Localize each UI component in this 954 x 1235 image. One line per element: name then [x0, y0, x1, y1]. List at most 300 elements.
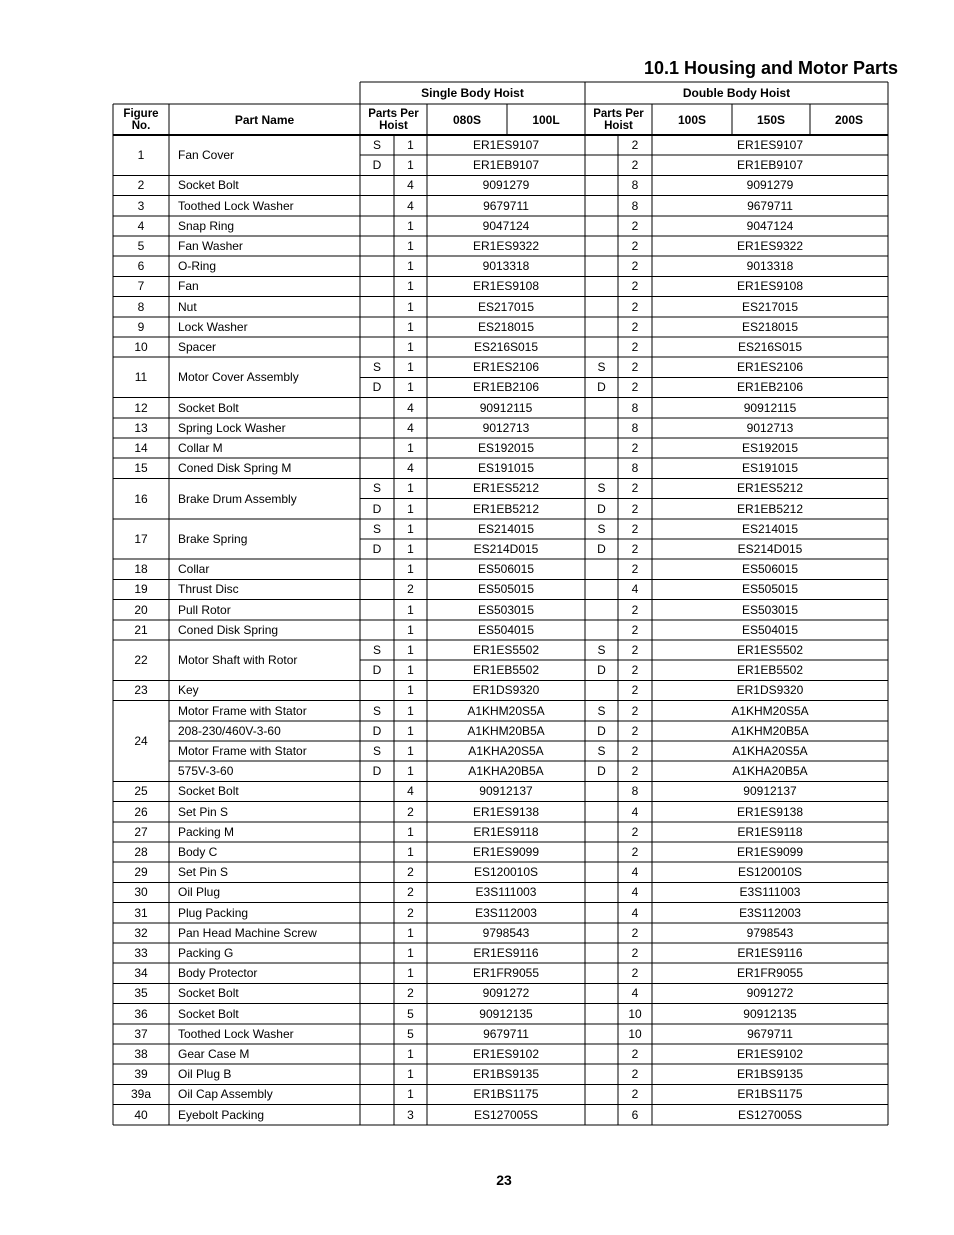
double-type: D: [597, 542, 606, 557]
double-type: [585, 135, 618, 155]
double-type: [585, 923, 618, 943]
double-qty: 2: [631, 501, 639, 516]
double-qty: 2: [631, 663, 639, 678]
single-part-number: ER1BS1175: [473, 1087, 539, 1102]
part-name: Oil Plug B: [178, 1067, 232, 1082]
part-name: Body C: [178, 845, 218, 860]
single-type: [360, 579, 394, 599]
double-qty: 2: [631, 138, 639, 153]
double-part-number: 9013318: [746, 259, 794, 274]
double-type: [585, 317, 618, 337]
single-part-number: ES192015: [477, 441, 535, 456]
part-name: O-Ring: [178, 259, 217, 274]
single-type: [360, 963, 394, 983]
double-type: [585, 155, 618, 175]
part-name: Fan Cover: [178, 148, 235, 163]
double-qty: 2: [631, 239, 639, 254]
part-name: Packing M: [178, 824, 235, 839]
double-qty: 2: [631, 360, 639, 375]
single-qty: 1: [407, 138, 414, 153]
single-part-number: A1KHM20B5A: [467, 723, 545, 738]
double-type: [585, 781, 618, 801]
single-qty: 1: [407, 845, 414, 860]
double-type: [585, 983, 618, 1003]
single-part-number: ER1ES9107: [472, 138, 540, 153]
double-part-number: ES505015: [741, 582, 799, 597]
single-type: [360, 1105, 394, 1125]
single-type: [360, 216, 394, 236]
part-name: Nut: [178, 299, 197, 314]
page-number: 23: [496, 1172, 512, 1188]
double-qty: 2: [631, 622, 639, 637]
part-name: Snap Ring: [178, 218, 235, 233]
double-qty: 2: [631, 542, 639, 557]
figure-number: 38: [134, 1047, 148, 1062]
single-type: [360, 822, 394, 842]
single-part-number: 90912115: [479, 400, 533, 415]
double-part-number: ER1ES9108: [736, 279, 804, 294]
part-name: 575V-3-60: [178, 764, 234, 779]
figure-number: 26: [134, 804, 148, 819]
double-part-number: A1KHM20B5A: [731, 723, 809, 738]
single-part-number: ES504015: [477, 622, 535, 637]
figure-number: 15: [134, 461, 148, 476]
double-qty: 2: [631, 158, 639, 173]
double-qty: 10: [628, 1006, 642, 1021]
double-part-number: A1KHA20S5A: [732, 744, 808, 759]
double-qty: 4: [631, 885, 639, 900]
double-part-number: A1KHA20B5A: [732, 764, 808, 779]
single-type: [360, 802, 394, 822]
single-qty: 1: [407, 501, 414, 516]
figure-number: 3: [137, 198, 145, 213]
figure-number: 27: [134, 824, 148, 839]
single-part-number: ES191015: [477, 461, 535, 476]
single-qty: 1: [407, 521, 414, 536]
single-qty: 4: [407, 420, 414, 435]
double-qty: 2: [631, 1087, 639, 1102]
single-type: [360, 175, 394, 195]
double-qty: 2: [631, 441, 639, 456]
double-part-number: ES191015: [741, 461, 799, 476]
single-part-number: ER1ES9099: [472, 845, 540, 860]
single-qty: 1: [407, 360, 414, 375]
single-qty: 1: [407, 158, 414, 173]
part-name: Brake Drum Assembly: [178, 491, 297, 506]
part-name: Oil Cap Assembly: [178, 1087, 273, 1102]
single-qty: 1: [407, 239, 414, 254]
single-part-number: ES505015: [477, 582, 535, 597]
single-type: [360, 398, 394, 418]
single-qty: 1: [407, 1067, 414, 1082]
double-type: [585, 337, 618, 357]
header-080s: 080S: [452, 112, 482, 127]
single-type: [360, 842, 394, 862]
double-part-number: ES217015: [741, 299, 799, 314]
double-qty: 2: [631, 1047, 639, 1062]
double-part-number: ER1EB9107: [736, 158, 804, 173]
part-name: Oil Plug: [178, 885, 221, 900]
figure-number: 31: [134, 905, 148, 920]
double-part-number: ER1ES5502: [736, 643, 804, 658]
single-qty: 2: [407, 905, 414, 920]
figure-number: 13: [134, 420, 148, 435]
figure-number: 18: [134, 562, 148, 577]
single-type: [360, 983, 394, 1003]
double-qty: 4: [631, 804, 639, 819]
double-qty: 2: [631, 602, 639, 617]
single-qty: 1: [407, 259, 414, 274]
figure-number: 19: [134, 582, 148, 597]
part-name: Motor Frame with Stator: [178, 703, 307, 718]
single-type: [360, 943, 394, 963]
double-type: D: [597, 663, 606, 678]
figure-number: 12: [134, 400, 148, 415]
double-part-number: 9091279: [746, 178, 794, 193]
double-part-number: E3S112003: [739, 905, 801, 920]
single-type: [360, 438, 394, 458]
double-type: D: [597, 501, 606, 516]
header-100l: 100L: [532, 112, 560, 127]
double-qty: 2: [631, 643, 639, 658]
double-part-number: ER1ES9322: [736, 239, 804, 254]
double-part-number: 9679711: [747, 198, 793, 213]
double-type: [585, 842, 618, 862]
single-part-number: ER1EB2106: [472, 380, 540, 395]
single-part-number: ER1ES9116: [473, 946, 539, 961]
double-qty: 2: [631, 1067, 639, 1082]
figure-number: 5: [137, 239, 145, 254]
double-qty: 2: [631, 259, 639, 274]
single-type: [360, 1044, 394, 1064]
part-name: Spring Lock Washer: [178, 420, 286, 435]
single-part-number: ER1ES5212: [472, 481, 540, 496]
double-qty: 6: [631, 1107, 639, 1122]
header-150s: 150S: [756, 112, 786, 127]
double-part-number: ES218015: [741, 319, 799, 334]
header-100s: 100S: [677, 112, 707, 127]
single-part-number: ES214D015: [473, 542, 539, 557]
double-qty: 4: [631, 905, 639, 920]
single-qty: 1: [407, 925, 414, 940]
figure-number: 4: [137, 218, 145, 233]
double-part-number: ES503015: [741, 602, 799, 617]
single-type: D: [372, 663, 382, 678]
single-qty: 5: [407, 1006, 414, 1021]
part-name: Motor Cover Assembly: [178, 370, 299, 385]
single-qty: 1: [407, 1047, 414, 1062]
figure-number: 1: [137, 148, 145, 163]
part-name: Socket Bolt: [178, 178, 239, 193]
double-qty: 2: [631, 764, 639, 779]
single-qty: 2: [407, 804, 414, 819]
double-qty: 2: [631, 845, 639, 860]
figure-number: 21: [134, 622, 148, 637]
single-part-number: A1KHM20S5A: [467, 703, 545, 718]
single-qty: 1: [407, 481, 414, 496]
double-qty: 8: [631, 461, 639, 476]
header-parts-per-hoist-double: Parts Per Hoist: [593, 107, 644, 132]
part-name: Socket Bolt: [178, 400, 239, 415]
single-type: [360, 600, 394, 620]
single-type: D: [372, 158, 382, 173]
single-qty: 4: [407, 461, 414, 476]
double-part-number: ER1EB5502: [736, 663, 804, 678]
figure-number: 32: [134, 925, 148, 940]
double-type: S: [597, 521, 606, 536]
header-single-body: Single Body Hoist: [421, 86, 524, 100]
double-qty: 2: [631, 703, 639, 718]
single-part-number: ER1EB5502: [472, 663, 540, 678]
single-part-number: E3S111003: [475, 885, 537, 900]
single-part-number: ER1DS9320: [472, 683, 540, 698]
double-part-number: ES192015: [741, 441, 799, 456]
single-qty: 1: [407, 703, 414, 718]
single-qty: 1: [407, 299, 414, 314]
part-name: Socket Bolt: [178, 986, 239, 1001]
single-qty: 1: [407, 542, 414, 557]
single-type: [360, 196, 394, 216]
part-name: Pan Head Machine Screw: [178, 925, 317, 940]
double-qty: 8: [631, 420, 639, 435]
double-qty: 2: [631, 925, 639, 940]
single-qty: 1: [407, 764, 414, 779]
double-type: S: [597, 360, 606, 375]
single-qty: 1: [407, 663, 414, 678]
part-name: Toothed Lock Washer: [178, 1026, 294, 1041]
double-part-number: ER1ES9116: [737, 946, 803, 961]
double-part-number: ES506015: [741, 562, 799, 577]
header-part-name: Part Name: [234, 112, 295, 127]
single-qty: 4: [407, 400, 414, 415]
double-type: [585, 297, 618, 317]
double-type: [585, 1064, 618, 1084]
figure-number: 8: [137, 299, 145, 314]
double-type: [585, 600, 618, 620]
single-part-number: ER1ES2106: [472, 360, 540, 375]
single-part-number: 90912135: [479, 1006, 533, 1021]
single-type: [360, 781, 394, 801]
single-type: [360, 620, 394, 640]
double-type: [585, 1084, 618, 1104]
figure-number: 22: [134, 653, 148, 668]
double-type: [585, 438, 618, 458]
part-name: Thrust Disc: [178, 582, 239, 597]
figure-number: 6: [137, 259, 145, 274]
single-qty: 1: [407, 279, 414, 294]
part-name: Motor Shaft with Rotor: [178, 653, 298, 668]
figure-number: 30: [134, 885, 148, 900]
part-name: Packing G: [178, 946, 234, 961]
double-part-number: ES504015: [741, 622, 799, 637]
double-part-number: ER1DS9320: [736, 683, 804, 698]
single-part-number: ER1ES9102: [472, 1047, 540, 1062]
single-type: S: [372, 744, 381, 759]
single-type: [360, 418, 394, 438]
single-part-number: ER1ES9138: [472, 804, 540, 819]
single-type: S: [372, 703, 381, 718]
double-part-number: ES120010S: [737, 865, 803, 880]
single-part-number: 9091272: [482, 986, 530, 1001]
double-type: [585, 1004, 618, 1024]
double-part-number: ES214D015: [737, 542, 803, 557]
single-type: S: [372, 360, 381, 375]
double-type: [585, 903, 618, 923]
part-name: Spacer: [178, 340, 217, 355]
figure-number: 33: [134, 946, 148, 961]
single-qty: 1: [407, 340, 414, 355]
part-name: Eyebolt Packing: [178, 1107, 265, 1122]
single-type: [360, 458, 394, 478]
double-qty: 2: [631, 481, 639, 496]
single-type: [360, 317, 394, 337]
double-part-number: ER1EB5212: [736, 501, 804, 516]
single-type: [360, 882, 394, 902]
double-type: [585, 680, 618, 700]
part-name: Brake Spring: [178, 531, 248, 546]
double-type: [585, 943, 618, 963]
double-part-number: ES214015: [741, 521, 799, 536]
double-type: [585, 620, 618, 640]
figure-number: 17: [134, 531, 148, 546]
double-qty: 2: [631, 299, 639, 314]
double-type: [585, 398, 618, 418]
double-part-number: 9679711: [747, 1026, 793, 1041]
single-type: D: [372, 501, 382, 516]
double-qty: 4: [631, 582, 639, 597]
single-part-number: ER1ES9118: [473, 824, 539, 839]
double-part-number: ER1ES2106: [736, 360, 804, 375]
single-qty: 1: [407, 824, 414, 839]
single-qty: 1: [407, 1087, 414, 1102]
single-qty: 2: [407, 582, 414, 597]
double-part-number: ER1BS9135: [736, 1067, 804, 1082]
double-type: [585, 216, 618, 236]
double-qty: 2: [631, 380, 639, 395]
single-part-number: ES217015: [477, 299, 535, 314]
part-name: Toothed Lock Washer: [178, 198, 294, 213]
single-part-number: ES506015: [477, 562, 535, 577]
single-part-number: 9798543: [482, 925, 530, 940]
double-type: S: [597, 744, 606, 759]
double-qty: 2: [631, 966, 639, 981]
figure-number: 9: [137, 319, 145, 334]
figure-number: 11: [134, 370, 148, 385]
single-part-number: ES216S015: [473, 340, 539, 355]
part-name: Lock Washer: [178, 319, 248, 334]
double-part-number: ER1ES5212: [736, 481, 804, 496]
double-type: [585, 1105, 618, 1125]
single-qty: 1: [407, 744, 414, 759]
double-type: D: [597, 380, 606, 395]
single-type: [360, 923, 394, 943]
page-title: 10.1 Housing and Motor Parts: [643, 58, 898, 78]
figure-number: 35: [134, 986, 148, 1001]
double-part-number: ER1ES9099: [736, 845, 804, 860]
single-qty: 5: [407, 1026, 414, 1041]
double-type: [585, 256, 618, 276]
single-qty: 1: [407, 723, 414, 738]
single-type: [360, 236, 394, 256]
double-part-number: 9047124: [746, 218, 794, 233]
figure-number: 7: [137, 279, 145, 294]
double-qty: 4: [631, 865, 639, 880]
single-part-number: ER1ES9322: [472, 239, 540, 254]
double-part-number: ER1ES9118: [737, 824, 803, 839]
double-type: D: [597, 764, 606, 779]
double-type: S: [597, 643, 606, 658]
double-type: [585, 458, 618, 478]
single-part-number: ER1BS9135: [472, 1067, 540, 1082]
figure-number: 29: [134, 865, 148, 880]
double-qty: 2: [631, 683, 639, 698]
double-type: [585, 236, 618, 256]
double-type: S: [597, 703, 606, 718]
part-name: Socket Bolt: [178, 1006, 239, 1021]
figure-number: 28: [134, 845, 148, 860]
single-type: D: [372, 764, 382, 779]
double-qty: 8: [631, 198, 639, 213]
double-type: [585, 196, 618, 216]
single-type: D: [372, 380, 382, 395]
double-part-number: ES127005S: [737, 1107, 803, 1122]
part-name: Coned Disk Spring M: [178, 461, 292, 476]
figure-number: 37: [134, 1026, 148, 1041]
part-name: Plug Packing: [178, 905, 249, 920]
single-part-number: ER1EB9107: [472, 158, 540, 173]
double-part-number: ER1ES9138: [736, 804, 804, 819]
single-qty: 4: [407, 198, 414, 213]
part-name: Fan: [178, 279, 199, 294]
double-qty: 8: [631, 400, 639, 415]
double-part-number: E3S111003: [739, 885, 801, 900]
double-type: [585, 175, 618, 195]
single-part-number: ER1EB5212: [472, 501, 540, 516]
double-type: [585, 276, 618, 296]
single-type: [360, 337, 394, 357]
part-name: Gear Case M: [178, 1047, 250, 1062]
single-part-number: ER1ES9108: [472, 279, 540, 294]
single-qty: 3: [407, 1107, 414, 1122]
double-type: [585, 862, 618, 882]
single-qty: 1: [407, 622, 414, 637]
single-part-number: 9013318: [482, 259, 530, 274]
double-part-number: 90912137: [743, 784, 797, 799]
double-qty: 2: [631, 218, 639, 233]
single-part-number: 90912137: [479, 784, 533, 799]
double-part-number: ER1FR9055: [736, 966, 804, 981]
part-name: Pull Rotor: [178, 602, 231, 617]
single-type: S: [372, 481, 381, 496]
single-part-number: ES503015: [477, 602, 535, 617]
single-type: D: [372, 723, 382, 738]
figure-number: 36: [134, 1006, 148, 1021]
double-qty: 2: [631, 744, 639, 759]
double-qty: 4: [631, 986, 639, 1001]
double-part-number: ER1ES9102: [736, 1047, 804, 1062]
part-name: Set Pin S: [178, 865, 229, 880]
single-part-number: 9091279: [482, 178, 530, 193]
single-qty: 1: [407, 966, 414, 981]
part-name: Coned Disk Spring: [178, 622, 279, 637]
double-part-number: ER1BS1175: [737, 1087, 803, 1102]
single-qty: 1: [407, 218, 414, 233]
single-part-number: ES214015: [477, 521, 535, 536]
header-figure-no: Figure No.: [123, 107, 159, 132]
part-name: Fan Washer: [178, 239, 243, 254]
double-type: [585, 418, 618, 438]
part-name: Socket Bolt: [178, 784, 239, 799]
